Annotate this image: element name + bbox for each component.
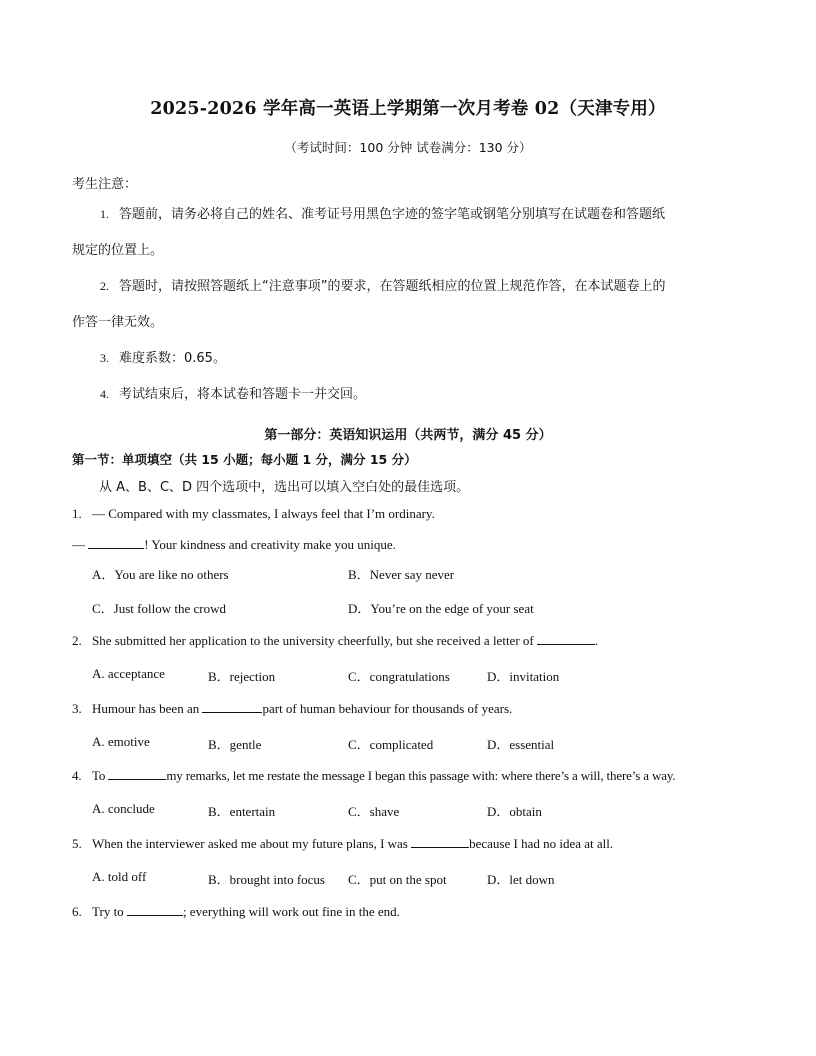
- answer-blank: [537, 632, 595, 645]
- option-a: A．You are like no others: [92, 567, 229, 582]
- option-c: C．congratulations: [348, 669, 450, 684]
- option-c: C．Just follow the crowd: [92, 601, 226, 616]
- notice-text-cont: 作答一律无效。: [72, 315, 164, 330]
- question-6: [72, 903, 400, 920]
- question-text-end: because I had no idea at all.: [469, 836, 614, 851]
- question-number: 2.: [72, 633, 82, 648]
- answer-blank: [108, 767, 166, 780]
- question-text-end: part of human behaviour for thousands of years.: [262, 701, 513, 716]
- question-text: Humour has been an: [92, 701, 203, 716]
- option-c: C．put on the spot: [348, 872, 447, 887]
- option-a: A. conclude: [92, 801, 155, 816]
- notice-num: 1.: [100, 207, 109, 221]
- option-d: D．essential: [487, 737, 555, 752]
- option-d: D．You’re on the edge of your seat: [348, 601, 534, 616]
- reply-text: ! Your kindness and creativity make you unique.: [144, 537, 396, 552]
- question-text: She submitted her application to the university cheerfully, but she received a letter of: [92, 633, 537, 648]
- question-2: [72, 632, 598, 649]
- question-number: 6.: [72, 904, 82, 919]
- option-b: B．Never say never: [348, 567, 455, 582]
- option-a: A. told off: [92, 869, 147, 884]
- notice-text: 答题前，请务必将自己的姓名、准考证号用黑色字迹的签字笔或钢笔分别填写在试题卷和答题纸: [119, 207, 666, 222]
- answer-blank: [127, 903, 183, 916]
- question-1: [72, 506, 435, 522]
- option-b: B．gentle: [208, 737, 262, 752]
- question-1-reply: [72, 536, 396, 553]
- answer-blank: [88, 536, 144, 549]
- question-text-end: .: [594, 633, 599, 648]
- notice-text: 答题时，请按照答题纸上“注意事项”的要求，在答题纸相应的位置上规范作答，在本试题卷上的: [119, 279, 666, 294]
- section-title: 第一节：单项填空（共 15 小题；每小题 1 分，满分 15 分）: [72, 452, 417, 467]
- question-text-end: my remarks, let me restate the message I began this passage with: where there’s a will, there’s a way.: [166, 768, 676, 783]
- notice-text: 考试结束后，将本试卷和答题卡一并交回。: [119, 387, 367, 402]
- question-number: 1.: [72, 506, 82, 521]
- question-3: [72, 700, 512, 717]
- question-5: [72, 835, 613, 852]
- notice-item-2: [72, 268, 744, 341]
- notice-title: 考生注意：: [72, 177, 138, 192]
- question-text: When the interviewer asked me about my future plans, I was: [92, 836, 412, 851]
- notice-item-1: [72, 196, 744, 269]
- option-b: B．rejection: [208, 669, 276, 684]
- notice-text-cont: 规定的位置上。: [72, 243, 164, 258]
- option-c: C．shave: [348, 804, 400, 819]
- part-title: 第一部分：英语知识运用（共两节，满分 45 分）: [264, 428, 552, 443]
- question-number: 3.: [72, 701, 82, 716]
- option-d: D．invitation: [487, 669, 560, 684]
- section-instruction: 从 A、B、C、D 四个选项中，选出可以填入空白处的最佳选项。: [99, 480, 470, 495]
- question-text: To: [92, 768, 109, 783]
- notice-num: 3.: [100, 351, 109, 365]
- page-title: 2025-2026 学年高一英语上学期第一次月考卷 02（天津专用）: [150, 99, 666, 119]
- exam-info: （考试时间：100 分钟 试卷满分：130 分）: [284, 140, 532, 155]
- question-text-end: ; everything will work out fine in the end.: [182, 904, 400, 919]
- question-text: — Compared with my classmates, I always feel that I’m ordinary.: [92, 506, 435, 521]
- option-a: A. emotive: [92, 734, 150, 749]
- option-d: D．let down: [487, 872, 555, 887]
- answer-blank: [411, 835, 469, 848]
- notice-num: 2.: [100, 279, 109, 293]
- question-4: [72, 767, 675, 784]
- notice-text: 难度系数：0.65。: [119, 351, 226, 366]
- notice-num: 4.: [100, 387, 109, 401]
- option-b: B．brought into focus: [208, 872, 325, 887]
- notice-item-4: [72, 376, 744, 413]
- option-c: C．complicated: [348, 737, 434, 752]
- option-a: A. acceptance: [92, 666, 165, 681]
- answer-blank: [202, 700, 262, 713]
- question-number: 4.: [72, 768, 82, 783]
- question-number: 5.: [72, 836, 82, 851]
- question-text: Try to: [92, 904, 127, 919]
- option-d: D．obtain: [487, 804, 542, 819]
- reply-prefix: —: [72, 537, 89, 552]
- notice-item-3: [72, 340, 744, 377]
- option-b: B．entertain: [208, 804, 276, 819]
